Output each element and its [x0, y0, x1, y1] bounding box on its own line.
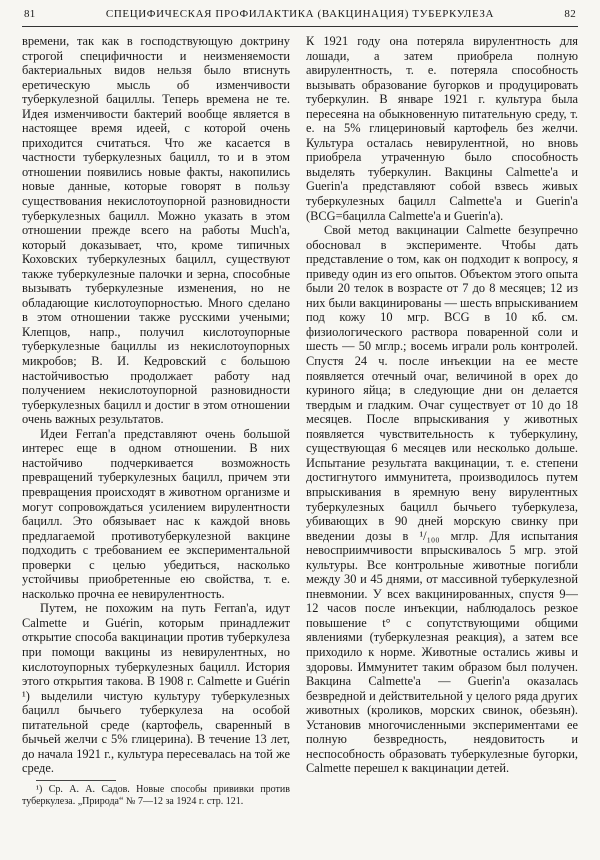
left-column — [22, 34, 290, 844]
right-paragraph-2: Свой метод вакцинации Calmette безупречно обосновал в эксперименте. Чтобы дать представление о том, как он подходит к вопросу, я приведу один из его опытов. Объектом этого опыта были 20 телок в возрасте от 7 до 8 месяцев; 12 из них были вакцинированы — шесть впрыскиванием под кожу 10 мгр. BCG в 10 кб. см. физиологического раствора поваренной соли и шесть — 50 мглр.; восемь играли роль контролей. Спустя 24 ч. после инъекции на ее месте появляется отечный очаг, величиной в орех до куриного яйца; в следующие дни он делается твердым и гладким. Очаг существует от 10 до 18 месяцев. После впрыскивания у животных появляется чувствительность к туберкулину, существующая 6 месяцев или несколько дольше. Испытание результата вакцинации, т. е. степени достигнутого иммунитета, производилось путем впрыскивания в яремную вену вирулентных туберкулезных бацилл бычьего туберкулеза, убивающих в 90 дней морскую свинку при введении дозы в ¹/₁₀₀ мглр. Для испытания невосприимчивости впрыскивалось 5 мгр. этой культуры. Все контрольные животные погибли между 30 и 45 днями, от массивной туберкулезной пневмонии. У всех вакцинированных, спустя 9—12 часов после инъекции, наблюдалось резкое повышение t° с сопутствующими общими явлениями (туберкулезная реакция), а затем все приходило к норме. Животные остались живы и здоровы. Иммунитет таким образом был получен. Вакцина Calmette'a — Guerin'a оказалась безвредной и действительной у целого ряда других животных (кроликов, морских свинок, обезьян). Установив многочисленными экспериментами ее полную безвредность, неядовитость и неспособность образовать туберкулезные бугорки, Calmette перешел к вакцинации детей. — [306, 223, 578, 776]
right-paragraph-1: К 1921 году она потеряла вирулентность для лошади, а затем приобрела полную авирулентность, т. е. потеряла способность вызывать образование бугорков и продуцировать туберкулин. В январе 1921 г. культура была пересеяна на обыкновенную питательную среду, т. е. на 5% глицериновый картофель без желчи. Культура осталась невирулентной, но вновь приобрела утраченную было способность выделять туберкулин. Вакцины Calmette'a и Guerin'a представляют собой взвесь живых туберкулезных бацилл Calmette'a и Guerin'a (BCG=бацилла Calmette'a и Guerin'a). — [306, 34, 578, 223]
header-rule — [22, 26, 578, 27]
page-number-right: 82 — [564, 8, 576, 20]
left-paragraph-2: Идеи Ferran'a представляют очень большой интерес еще в одном отношении. В них настойчиво подчеркивается возможность превращений туберкулезных бацилл, причем эти превращения происходят в животном организме и могут сопровождаться усилением вирулентности бацилл. Это обязывает нас к каждой вновь предлагаемой противотуберкулезной вакцине подходить с требованием ее экспериментальной проверки с целью убедиться, насколько устойчивы приобретенные ею свойства, т. е. насколько прочна ее невирулентность. — [22, 426, 290, 601]
running-header — [24, 8, 576, 26]
right-column — [306, 34, 578, 844]
footnote: ¹) Ср. А. А. Садов. Новые способы прививки против туберкулеза. „Природа“ № 7—12 за 1924 г. стр. 121. — [22, 783, 290, 807]
page-number-left: 81 — [24, 8, 36, 20]
running-title: СПЕЦИФИЧЕСКАЯ ПРОФИЛАКТИКА (ВАКЦИНАЦИЯ) ТУБЕРКУЛЕЗА — [105, 8, 495, 20]
left-paragraph-1: времени, так как в господствующую доктрину строгой специфичности и неизменяемости бактериальных видов нельзя было втиснуть еретическую мысль об изменчивости туберкулезной бациллы. Теперь времена не те. Идея изменчивости бактерий вообще является в настоящее время идеей, с которой очень приходится считаться. Что же касается в частности туберкулезных бацилл, то и в этом отношении появились новые факты, накопились новые данные, которые говорят в пользу существования некислотоупорной разновидности туберкулезных бацилл. Можно указать в этом отношении прежде всего на работы Much'a, который доказывает, что, кроме типичных Коховских туберкулезных бацилл, существуют также туберкулезные палочки и зерна, способные вызывать туберкулезные изменения, но не обладающие кислотоупорностью. Много сделано в этом отношении также русскими учеными; Клепцов, напр., получил кислотоупорные туберкулезные бациллы из некислотоупорных микробов; В. И. Кедровский с большою настойчивостью продолжает работу над получением некислотоупорной разновидности туберкулезных бацилл и достиг в этом отношении очень важных результатов. — [22, 34, 290, 427]
left-paragraph-3: Путем, не похожим на путь Ferran'a, идут Calmette и Guérin, которым принадлежит открытие способа вакцинации против туберкулеза при помощи вакцины из невирулентных, но кислотоупорных туберкулезных бацилл. История этого открытия такова. В 1908 г. Calmette и Guérin ¹) выделили чистую культуру туберкулезных бацилл бычьего туберкулеза на особой питательной среде (картофель, сваренный в бычьей желчи с 5% глицерина). В течение 13 лет, до начала 1921 г., культура пересевалась на той же среде. — [22, 601, 290, 776]
footnote-rule — [36, 780, 116, 781]
